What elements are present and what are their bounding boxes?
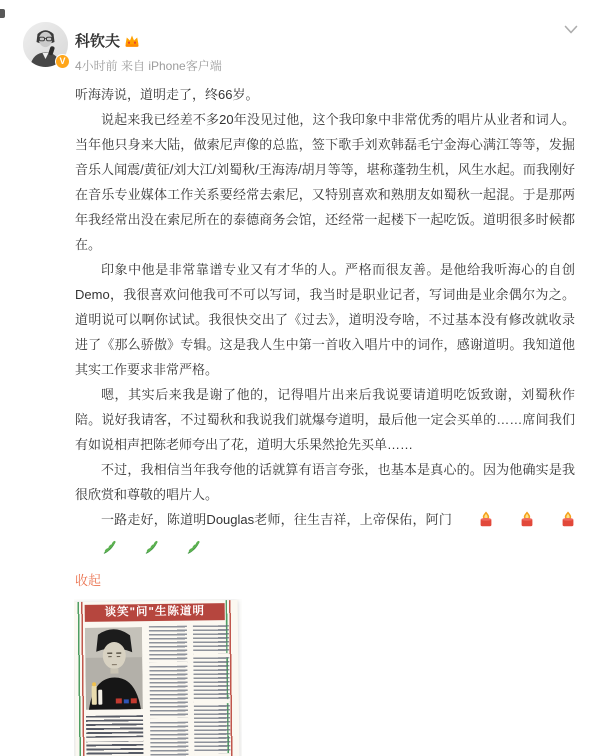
post-paragraph: 一路走好，陈道明Douglas老师，往生吉祥，上帝保佑，阿门 <box>75 507 575 563</box>
candle-icon <box>494 510 534 535</box>
collapse-link[interactable]: 收起 <box>75 573 102 588</box>
attached-image[interactable] <box>74 599 242 756</box>
clipping-text-column-intro <box>86 715 144 756</box>
post-paragraph: 说起来我已经差不多20年没见过他，这个我印象中非常优秀的唱片从业者和词人。当年他只身来大陆，做索尼声像的总监，签下歌手刘欢韩磊毛宁金海心满江等等，发掘音乐人闻震/黄征/刘大江/刘蜀秋/王海涛/胡月等等，堪称蓬勃生机，风生水起。而我刚好在音乐专业媒体工作关系要经常去索尼，又特别喜欢和熟朋友如蜀秋一起混。于是那两年我经常出没在索尼所在的泰德商务会馆，还经常一起楼下一起吃饭。道明很多时候都在。 <box>75 112 575 252</box>
clipping-headline: 谈笑"问"生陈道明 <box>85 603 225 622</box>
post-paragraph: 听海涛说，道明走了，终66岁。 <box>75 87 259 102</box>
verified-icon: V <box>55 54 70 69</box>
avatar[interactable] <box>23 22 68 67</box>
post-paragraph: 印象中他是非常靠谱专业又有才华的人。严格而很友善。是他给我听海心的自创Demo，我很喜欢问他我可不可以写词，我当时是职业记者，写词曲是业余偶尔为之。道明说可以啊你试试。我很快交出了《过去》，道明没夸啥，不过基本没有修改就收录进了《那么骄傲》专辑。这是我人生中第一首收入唱片中的词作，感谢道明。我知道他其实工作要求非常严格。 <box>75 262 575 377</box>
clipping-portrait-photo <box>85 627 143 710</box>
post-paragraph: 嗯，其实后来我是谢了他的，记得唱片出来后我说要请道明吃饭致谢，刘蜀秋作陪。说好我请客，不过蜀秋和我说我们就爆夸道明，最后他一定会买单的……席间我们有如说相声把陈老师夸出了花，道明大乐果然抢先买单…… <box>75 387 575 452</box>
post-meta: 4小时前 来自 iPhone客户端 <box>75 59 222 73</box>
clipping-text-column-right <box>193 625 231 756</box>
vip-crown-icon <box>124 34 140 48</box>
candle-icon <box>535 510 575 535</box>
chevron-down-icon[interactable] <box>564 22 578 32</box>
post-paragraph: 不过，我相信当年我夸他的话就算有语言夸张，也基本是真心的。因为他确实是我很欣赏和尊敬的唱片人。 <box>75 462 575 502</box>
username[interactable]: 科钦夫 <box>75 33 121 50</box>
leaf-icon <box>160 538 201 563</box>
newspaper-clipping <box>74 600 240 756</box>
clipping-text-column-middle <box>149 626 189 756</box>
post-header <box>0 0 600 80</box>
candle-icon <box>453 510 493 535</box>
leaf-icon <box>76 538 117 563</box>
post-text <box>75 82 575 563</box>
leaf-icon <box>118 538 159 563</box>
